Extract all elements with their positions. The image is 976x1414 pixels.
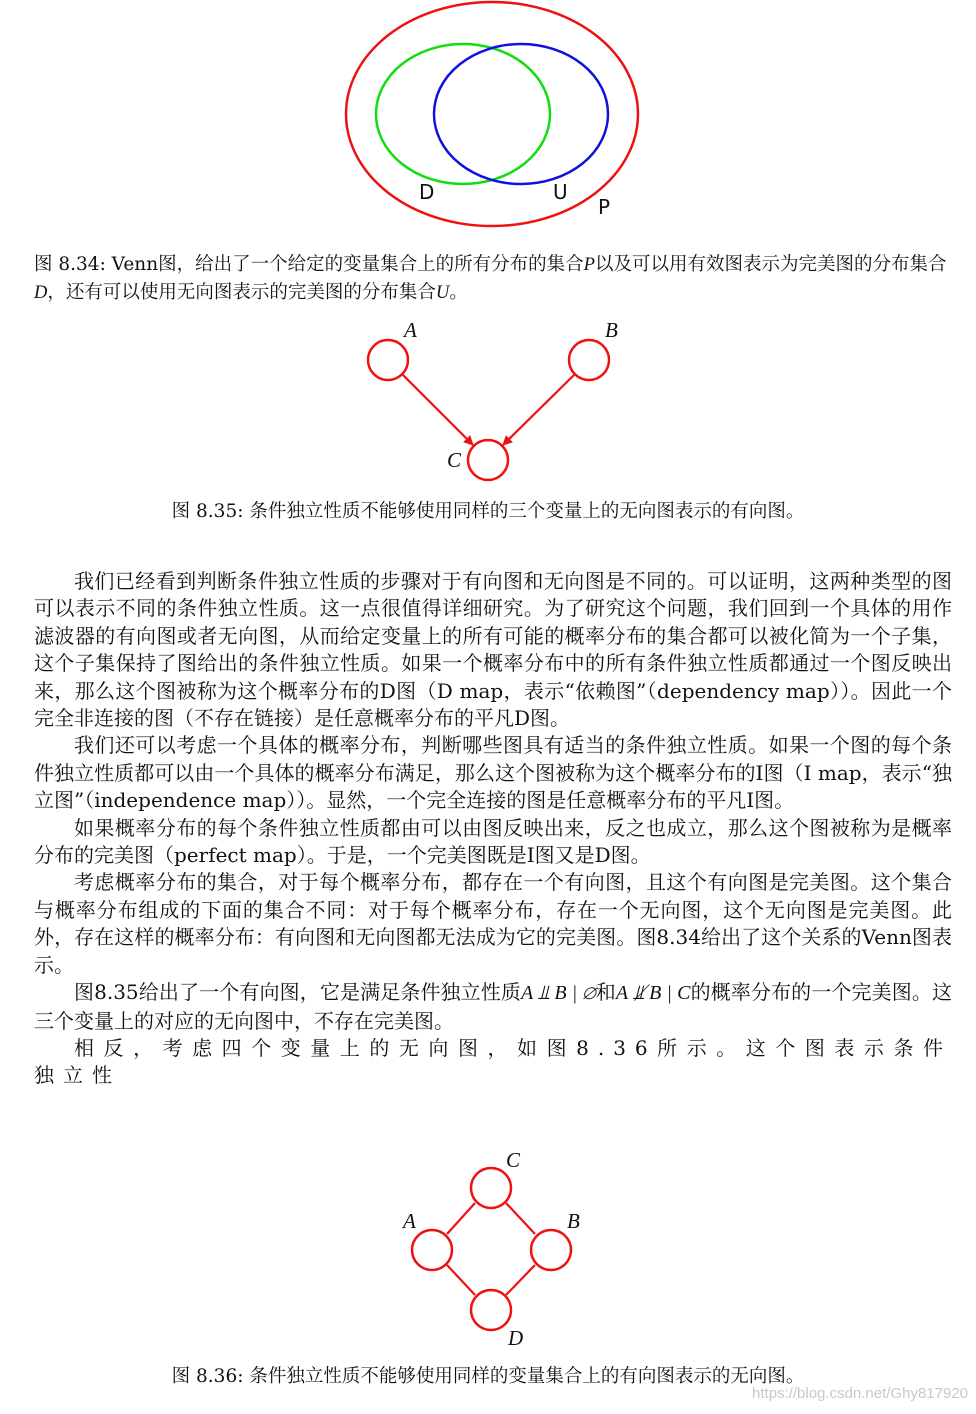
math-dependence: A ⫫̸ B | C [615,982,691,1005]
node-c [471,1168,511,1208]
paragraph-2: 我们还可以考虑一个具体的概率分布，判断哪些图具有适当的条件独立性质。如果一个图的每个条件独立性质都可以由一个具体的概率分布满足，那么这个图被称为这个概率分布的I图（I map，表示“独立图”（independence map））。显然，一个完全连接的图是任意概率分布的平凡I图。 [34,733,952,813]
venn-label-d: D [419,180,435,204]
edge-b-d [506,1265,535,1295]
node-b-label: B [605,318,618,342]
paragraph-3: 如果概率分布的每个条件独立性质都由可以由图反映出来，反之也成立，那么这个图被称为是概率分布的完美图（perfect map）。于是，一个完美图既是I图又是D图。 [34,815,952,868]
edge-c-a [447,1203,475,1234]
node-a-label: A [403,1209,416,1233]
figure-8-35-caption: 图 8.35: 条件独立性质不能够使用同样的三个变量上的无向图表示的有向图。 [171,501,805,522]
node-a [412,1230,452,1270]
watermark: https://blog.csdn.net/Ghy817920 [752,1385,968,1402]
edge-c-b [506,1203,535,1234]
node-d [471,1290,511,1330]
node-c-label: C [447,448,462,472]
paragraph-5: 图8.35给出了一个有向图，它是满足条件独立性质A ⫫ B | ∅和A ⫫̸ B | C的概率分布的一个完美图。这三个变量上的对应的无向图中，不存在完美图。 [34,980,953,1033]
venn-label-u: U [553,180,568,204]
edge-a-d [447,1265,475,1295]
paragraph-6: 相反，考虑四个变量上的无向图，如图8.36所示。这个图表示条件独立性 [34,1035,952,1088]
node-b-label: B [567,1209,580,1233]
venn-label-p: P [598,195,611,219]
figure-8-34-caption: 图 8.34: Venn图，给出了一个给定的变量集合上的所有分布的集合P以及可以用有效图表示为完美图的分布集合D，还有可以使用无向图表示的完美图的分布集合U。 [34,254,947,303]
paragraph-1: 我们已经看到判断条件独立性质的步骤对于有向图和无向图是不同的。可以证明，这两种类型的图可以表示不同的条件独立性质。这一点很值得详细研究。为了研究这个问题，我们回到一个具体的用作滤波器的有向图或者无向图，从而给定变量上的所有可能的概率分布的集合都可以被化简为一个子集，这个子集保持了图给出的条件独立性质。如果一个概率分布中的所有条件独立性质都通过一个图反映出来，那么这个图被称为这个概率分布的D图（D map，表示“依赖图”（dependency map））。因此一个完全非连接的图（不存在链接）是任意概率分布的平凡D图。 [34,569,952,731]
figure-8-36-caption: 图 8.36: 条件独立性质不能够使用同样的变量集合上的有向图表示的无向图。 [171,1366,805,1387]
node-a-label: A [404,318,417,342]
node-c-label: C [506,1148,521,1172]
node-d-label: D [508,1326,524,1350]
math-independence: A ⫫ B | ∅ [521,982,596,1005]
node-b [531,1230,571,1270]
paragraph-4: 考虑概率分布的集合，对于每个概率分布，都存在一个有向图，且这个有向图是完美图。这个集合与概率分布组成的下面的集合不同：对于每个概率分布，存在一个无向图，这个无向图是完美图。此外，存在这样的概率分布：有向图和无向图都无法成为它的完美图。图8.34给出了这个关系的Venn图表示。 [34,870,952,977]
